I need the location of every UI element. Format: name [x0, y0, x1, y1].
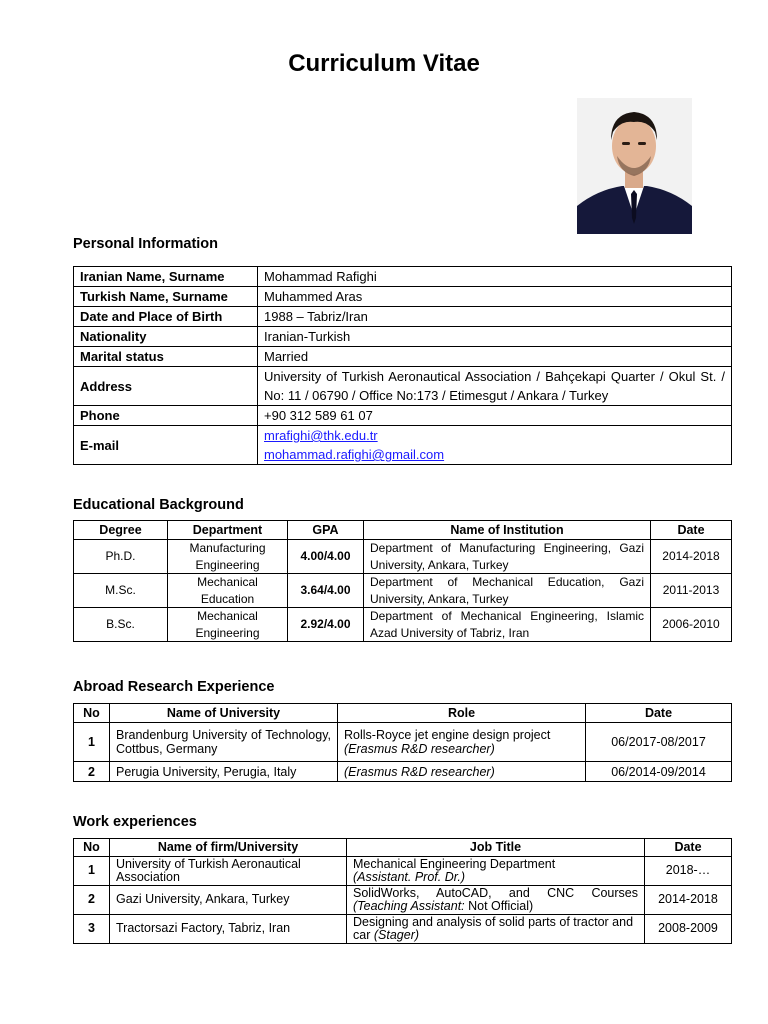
info-label: Phone: [74, 406, 258, 426]
column-header: Name of University: [110, 704, 338, 723]
date-cell: 2006-2010: [651, 608, 732, 642]
job-cell: [347, 915, 645, 944]
institution-cell: Department of Mechanical Education, Gazi University, Ankara, Turkey: [364, 574, 651, 608]
role-text: Rolls-Royce jet engine design project: [344, 728, 551, 742]
department-cell: Mechanical Education: [168, 574, 288, 608]
date-cell: 2014-2018: [651, 540, 732, 574]
education-table: [73, 520, 732, 642]
institution-cell: Department of Manufacturing Engineering, Gazi University, Ankara, Turkey: [364, 540, 651, 574]
info-label: Address: [74, 367, 258, 406]
table-row: [74, 367, 732, 406]
column-header: Department: [168, 521, 288, 540]
info-value: Muhammed Aras: [258, 287, 732, 307]
phone-value: +90 312 589 61 07: [258, 406, 732, 426]
table-row: [74, 406, 732, 426]
job-note: (Teaching Assistant:: [353, 899, 465, 913]
table-header-row: [74, 521, 732, 540]
info-value: Mohammad Rafighi: [258, 267, 732, 287]
column-header: No: [74, 839, 110, 857]
info-label: Turkish Name, Surname: [74, 287, 258, 307]
column-header: Degree: [74, 521, 168, 540]
email-link-personal[interactable]: mohammad.rafighi@gmail.com: [264, 447, 445, 462]
info-value: Married: [258, 347, 732, 367]
education-heading: Educational Background: [73, 497, 244, 513]
job-note: (Stager): [373, 928, 420, 942]
table-row: [74, 426, 732, 465]
info-label: Nationality: [74, 327, 258, 347]
personal-info-table: [73, 266, 732, 465]
table-row: [74, 857, 732, 886]
row-number: 2: [74, 762, 110, 782]
degree-cell: Ph.D.: [74, 540, 168, 574]
date-cell: 06/2017-08/2017: [586, 723, 732, 762]
gpa-cell: 4.00/4.00: [288, 540, 364, 574]
job-note-tail: Not Official): [464, 899, 534, 913]
table-row: [74, 307, 732, 327]
info-label: Iranian Name, Surname: [74, 267, 258, 287]
table-row: [74, 287, 732, 307]
column-header: Job Title: [347, 839, 645, 857]
degree-cell: M.Sc.: [74, 574, 168, 608]
column-header: No: [74, 704, 110, 723]
column-header: Name of Institution: [364, 521, 651, 540]
table-row: [74, 608, 732, 642]
table-row: [74, 347, 732, 367]
institution-cell: Department of Mechanical Engineering, Islamic Azad University of Tabriz, Iran: [364, 608, 651, 642]
column-header: Date: [586, 704, 732, 723]
department-cell: Mechanical Engineering: [168, 608, 288, 642]
job-title-text: SolidWorks, AutoCAD, and CNC Courses: [353, 885, 638, 900]
column-header: Name of firm/University: [110, 839, 347, 857]
role-cell: [338, 762, 586, 782]
job-title-text: Designing and analysis of solid parts of tractor and car: [353, 914, 634, 942]
row-number: 2: [74, 886, 110, 915]
table-row: [74, 574, 732, 608]
table-row: [74, 762, 732, 782]
gpa-cell: 2.92/4.00: [288, 608, 364, 642]
column-header: Date: [645, 839, 732, 857]
column-header: Date: [651, 521, 732, 540]
info-label: E-mail: [74, 426, 258, 465]
row-number: 1: [74, 723, 110, 762]
table-row: [74, 540, 732, 574]
email-link-work[interactable]: mrafighi@thk.edu.tr: [264, 428, 378, 443]
gpa-cell: 3.64/4.00: [288, 574, 364, 608]
university-cell: Perugia University, Perugia, Italy: [110, 762, 338, 782]
personal-info-heading: Personal Information: [73, 236, 219, 252]
table-header-row: [74, 839, 732, 857]
role-cell: [338, 723, 586, 762]
job-cell: [347, 857, 645, 886]
degree-cell: B.Sc.: [74, 608, 168, 642]
work-table: [73, 838, 732, 944]
table-row: [74, 267, 732, 287]
job-note: (Assistant. Prof. Dr.): [353, 870, 466, 884]
column-header: Role: [338, 704, 586, 723]
abroad-table: [73, 703, 732, 782]
job-cell: [347, 886, 645, 915]
date-cell: 2011-2013: [651, 574, 732, 608]
date-cell: 06/2014-09/2014: [586, 762, 732, 782]
email-values: [258, 426, 732, 465]
university-cell: Brandenburg University of Technology, Cottbus, Germany: [110, 723, 338, 762]
table-row: [74, 886, 732, 915]
table-row: [74, 327, 732, 347]
department-cell: Manufacturing Engineering: [168, 540, 288, 574]
profile-photo: [577, 98, 692, 234]
info-label: Date and Place of Birth: [74, 307, 258, 327]
table-header-row: [74, 704, 732, 723]
info-value: Iranian-Turkish: [258, 327, 732, 347]
document-title: Curriculum Vitae: [288, 50, 480, 77]
role-note: (Erasmus R&D researcher): [344, 764, 495, 779]
info-label: Marital status: [74, 347, 258, 367]
date-cell: 2018-…: [645, 857, 732, 886]
firm-cell: Gazi University, Ankara, Turkey: [110, 886, 347, 915]
firm-cell: Tractorsazi Factory, Tabriz, Iran: [110, 915, 347, 944]
table-row: [74, 915, 732, 944]
work-heading: Work experiences: [73, 814, 197, 830]
abroad-heading: Abroad Research Experience: [73, 679, 275, 695]
address-value: University of Turkish Aeronautical Association / Bahçekapi Quarter / Okul St. / No: 11 / 06790 / Office No:173 / Etimesgut / Ankara / Turkey: [258, 367, 732, 406]
row-number: 3: [74, 915, 110, 944]
column-header: GPA: [288, 521, 364, 540]
date-cell: 2014-2018: [645, 886, 732, 915]
info-value: 1988 – Tabriz/Iran: [258, 307, 732, 327]
firm-cell: University of Turkish Aeronautical Association: [110, 857, 347, 886]
date-cell: 2008-2009: [645, 915, 732, 944]
table-row: [74, 723, 732, 762]
row-number: 1: [74, 857, 110, 886]
role-note: (Erasmus R&D researcher): [344, 742, 495, 756]
job-title-text: Mechanical Engineering Department: [353, 856, 556, 871]
